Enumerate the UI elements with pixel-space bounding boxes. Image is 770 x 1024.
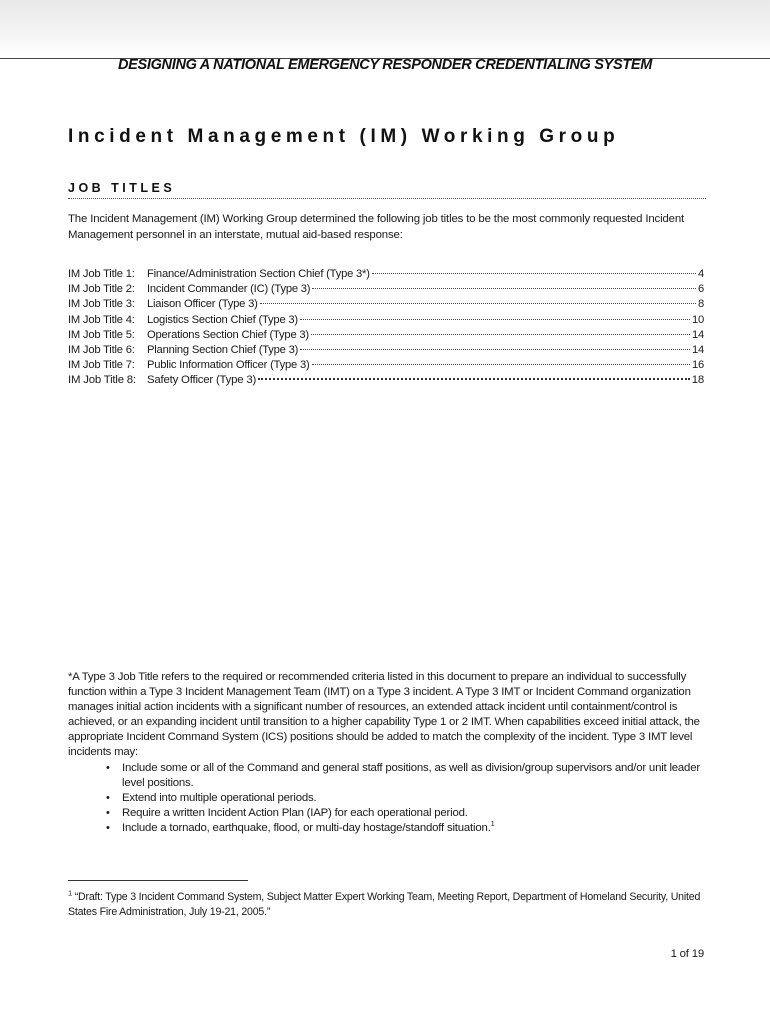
bullet-icon: • xyxy=(106,762,110,774)
toc-entry-page: 18 xyxy=(691,374,704,387)
list-item xyxy=(104,761,704,791)
toc-entry[interactable] xyxy=(68,298,704,313)
footnote-reference[interactable]: 1 xyxy=(490,818,495,828)
toc-entry-title: Finance/Administration Section Chief (Type 3*) xyxy=(147,268,370,280)
dot-leader xyxy=(300,349,690,350)
toc-entry-key: IM Job Title 8: xyxy=(68,374,136,387)
bullet-icon: • xyxy=(106,791,110,804)
bullet-icon: • xyxy=(106,821,110,834)
toc-entry[interactable] xyxy=(68,359,704,374)
section-heading: JOB TITLES xyxy=(68,181,706,199)
list-item xyxy=(104,818,704,836)
toc-entry-key: IM Job Title 3: xyxy=(68,298,135,311)
dot-leader xyxy=(300,319,690,320)
toc-entry-page: 8 xyxy=(697,298,704,311)
dot-leader xyxy=(260,303,696,304)
toc-entry[interactable] xyxy=(68,344,704,359)
toc-entry-page: 6 xyxy=(697,283,704,296)
toc-entry-title: Public Information Officer (Type 3) xyxy=(147,359,310,372)
type3-note: *A Type 3 Job Title refers to the required or recommended criteria listed in this document to prepare an individual to successfully function within a Type 3 Incident Management Team (IMT) on a Type 3 incident. A Type 3 IMT or Incident Command organization manages initial action incidents with a significant number of resources, an extended attack incident until containment/control is achieved, or an expanding incident until transition to a higher capability Type 1 or 2 IMT. When capabilities exceed initial attack, the appropriate Incident Command System (ICS) positions should be added to match the complexity of the incident. Type 3 IMT level incidents may: xyxy=(68,671,700,758)
toc-entry-page: 16 xyxy=(691,359,704,372)
toc-entry[interactable] xyxy=(68,314,704,329)
toc-entry[interactable] xyxy=(68,374,704,389)
dot-leader xyxy=(311,334,690,335)
dot-leader xyxy=(312,364,690,365)
footnote-text: “Draft: Type 3 Incident Command System, Subject Matter Expert Working Team, Meeting Report, Department of Homeland Security, United States Fire Administration, July 19-21, 2005.” xyxy=(68,891,701,918)
running-header: DESIGNING A NATIONAL EMERGENCY RESPONDER CREDENTIALING SYSTEM xyxy=(117,57,653,73)
page-title: Incident Management (IM) Working Group xyxy=(68,126,620,147)
list-item xyxy=(104,806,704,821)
dot-leader xyxy=(258,378,690,380)
toc-entry-key: IM Job Title 4: xyxy=(68,313,135,326)
toc-entry-key: IM Job Title 6: xyxy=(68,343,135,356)
footnote-divider xyxy=(68,880,248,881)
toc-entry-key: IM Job Title 1: xyxy=(68,268,135,280)
list-item-text: Include some or all of the Command and general staff positions, as well as division/group supervisors and/or unit leader level positions. xyxy=(122,762,700,789)
toc-entry[interactable] xyxy=(68,268,704,283)
footnote-marker: 1 xyxy=(68,888,72,898)
page-header-band xyxy=(0,0,770,59)
toc-entry[interactable] xyxy=(68,283,704,298)
toc-entry-page: 14 xyxy=(691,328,704,341)
dot-leader xyxy=(312,288,696,289)
job-title-list xyxy=(68,268,704,390)
bullet-list xyxy=(104,761,704,836)
toc-entry[interactable] xyxy=(68,329,704,344)
toc-entry-title: Operations Section Chief (Type 3) xyxy=(147,328,309,341)
page-number: 1 of 19 xyxy=(670,948,704,960)
bullet-icon: • xyxy=(106,806,110,819)
toc-entry-key: IM Job Title 7: xyxy=(68,359,135,372)
toc-entry-page: 4 xyxy=(697,268,704,280)
footnote xyxy=(68,890,708,920)
intro-paragraph: The Incident Management (IM) Working Group determined the following job titles to be the most commonly requested Incident Management personnel in an interstate, mutual aid-based response: xyxy=(68,213,685,241)
toc-entry-title: Liaison Officer (Type 3) xyxy=(147,298,258,311)
list-item-text: Include a tornado, earthquake, flood, or multi-day hostage/standoff situation. xyxy=(122,821,491,834)
dot-leader xyxy=(372,273,696,274)
toc-entry-title: Safety Officer (Type 3) xyxy=(147,374,257,387)
toc-entry-key: IM Job Title 2: xyxy=(68,283,135,296)
list-item-text: Require a written Incident Action Plan (IAP) for each operational period. xyxy=(122,806,468,819)
toc-entry-page: 10 xyxy=(691,313,704,326)
toc-entry-title: Planning Section Chief (Type 3) xyxy=(147,343,299,356)
toc-entry-page: 14 xyxy=(691,343,704,356)
list-item-text: Extend into multiple operational periods. xyxy=(122,791,317,804)
toc-entry-title: Incident Commander (IC) (Type 3) xyxy=(147,283,311,296)
toc-entry-title: Logistics Section Chief (Type 3) xyxy=(147,313,298,326)
list-item xyxy=(104,791,704,806)
toc-entry-key: IM Job Title 5: xyxy=(68,328,135,341)
